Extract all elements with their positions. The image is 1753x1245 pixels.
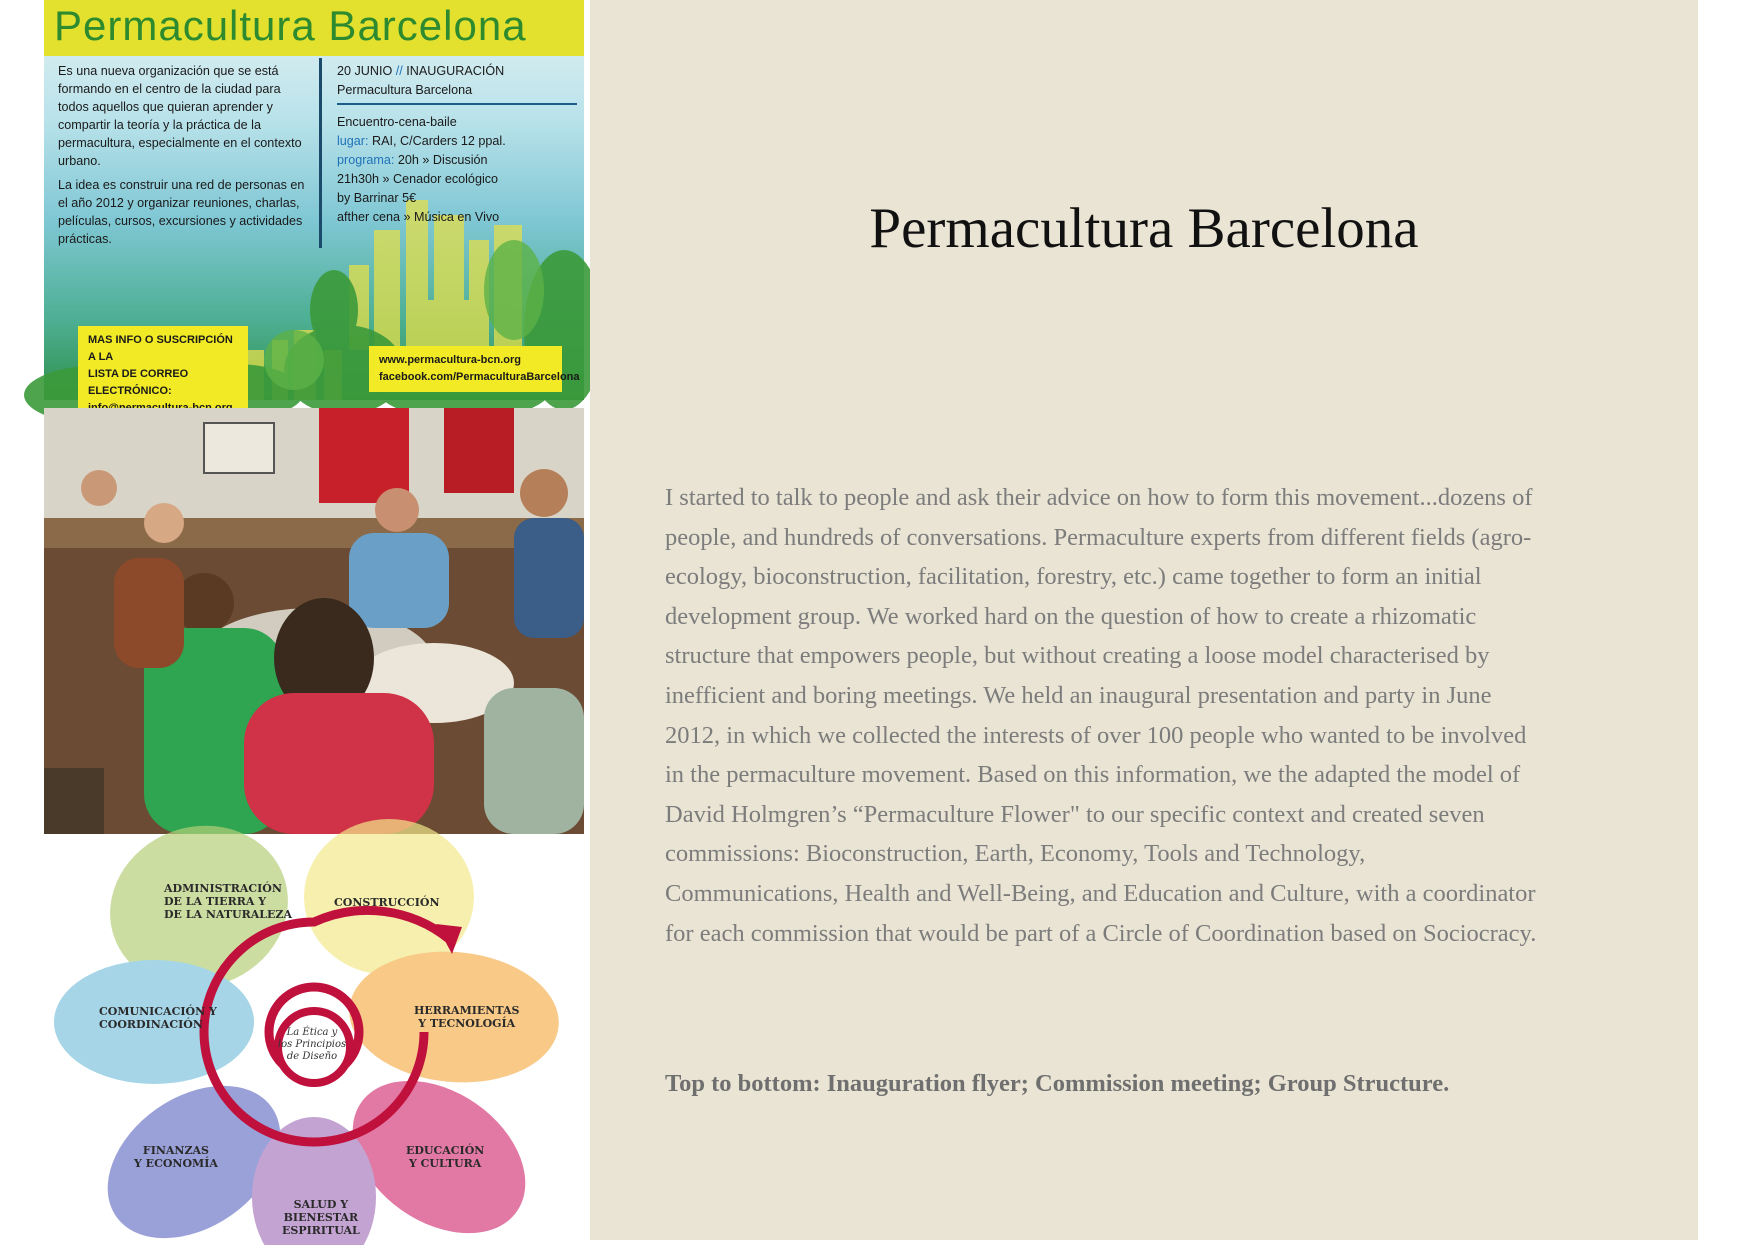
center-label-line: La Ética y xyxy=(286,1027,338,1038)
flyer-idea-text: La idea es construir una red de personas en el año 2012 y organizar reuniones, charlas, películas, cursos, excursiones y actividades prácticas. xyxy=(58,178,305,246)
flyer-program-item: 20h » Discusión xyxy=(397,153,488,167)
flyer-box-facebook: facebook.com/PermaculturaBarcelona xyxy=(379,371,580,383)
petal-label-communication xyxy=(99,1005,217,1031)
body-paragraph: I started to talk to people and ask their advice on how to form this movement...dozens of people, and hundreds of conversations. Permaculture experts from different fields (agro-ecology, bioconstruction, facilitation, forestry, etc.) came together to form an initial development group. We worked hard on the question of how to create a rhizomatic structure that empowers people, but without creating a loose model characterised by inefficient and boring meetings. We held an inaugural presentation and party in June 2012, in which we collected the interests of over 100 people who wanted to be involved in the permaculture movement. Based on this information, we the adapted the model of David Holmgren’s “Permaculture Flower" to our specific context and created seven commissions: Bioconstruction, Earth, Economy, Tools and Technology, Communications, Health and Well-Being, and Education and Culture, with a coordinator for each commission that would be part of a Circle of Coordination based on Sociocracy. xyxy=(665,484,1537,947)
meeting-photo-illustration xyxy=(44,408,584,834)
flyer-box-line: MAS INFO O SUSCRIPCIÓN A LA xyxy=(88,334,233,363)
flyer-program-label: programa: xyxy=(337,153,395,167)
petal-label-line: DE LA TIERRA Y xyxy=(164,895,267,908)
petal-label-line: SALUD Y xyxy=(293,1198,349,1211)
petal-label-finance xyxy=(134,1144,218,1170)
flyer-program-item: 21h30h » Cenador ecológico xyxy=(337,172,499,186)
flyer-event-details xyxy=(337,62,577,227)
center-label-line: de Diseño xyxy=(286,1051,338,1062)
petal-label-line: ADMINISTRACIÓN xyxy=(164,882,282,895)
commission-meeting-photo xyxy=(44,408,584,834)
flyer-event-type: Encuentro-cena-baile xyxy=(337,115,457,129)
petal-label-line: HERRAMIENTAS xyxy=(414,1004,520,1017)
center-label-line: los Principios xyxy=(277,1039,347,1050)
flyer-event-separator: // xyxy=(395,64,403,78)
flyer-column-divider xyxy=(319,58,322,248)
page-margin xyxy=(1698,0,1753,1240)
page-title: Permacultura Barcelona xyxy=(869,197,1419,260)
petal-label-line: Y CULTURA xyxy=(409,1157,482,1170)
petal-label-line: COORDINACIÓN xyxy=(99,1018,203,1031)
petal-label-line: Y TECNOLOGÍA xyxy=(418,1017,516,1030)
petal-label-education xyxy=(406,1144,484,1170)
petal-label-line: DE LA NATURALEZA xyxy=(164,908,292,921)
inauguration-flyer xyxy=(44,0,584,400)
petal-label-health xyxy=(282,1198,360,1237)
flyer-intro-text: Es una nueva organización que se está formando en el centro de la ciudad para todos aquellos que quieran aprender y compartir la teoría y la práctica de la permacultura, especialmente en el contexto urbano. xyxy=(58,64,302,168)
petal-label-land xyxy=(164,882,292,921)
petal-label-line: EDUCACIÓN xyxy=(406,1144,485,1157)
image-caption: Top to bottom: Inauguration flyer; Commission meeting; Group Structure. xyxy=(665,1070,1450,1097)
flyer-title: Permacultura Barcelona xyxy=(54,2,527,49)
group-structure-diagram xyxy=(44,842,584,1240)
flyer-place-label: lugar: xyxy=(337,134,369,148)
flyer-event-date: 20 JUNIO xyxy=(337,64,393,78)
flyer-box-line: LISTA DE CORREO ELECTRÓNICO: xyxy=(88,368,189,397)
flyer-place-value: RAI, C/Carders 12 ppal. xyxy=(372,134,506,148)
flyer-event-name: INAUGURACIÓN xyxy=(406,64,505,78)
petal-label-tools xyxy=(414,1004,519,1030)
petal-label-line: Y ECONOMÍA xyxy=(134,1157,218,1170)
flyer-event-organizer: Permacultura Barcelona xyxy=(337,83,473,97)
petal-label-line: CONSTRUCCIÓN xyxy=(334,896,440,909)
flyer-program-item: by Barrinar 5€ xyxy=(337,191,417,205)
flyer-program-item: afther cena » Música en Vivo xyxy=(337,210,500,224)
flyer-description xyxy=(58,62,313,254)
flyer-links-box xyxy=(369,346,580,392)
petal-label-line: ESPIRITUAL xyxy=(282,1224,360,1237)
petal-label-line: FINANZAS xyxy=(142,1144,209,1157)
petal-label-construction xyxy=(334,896,440,909)
flyer-event-header xyxy=(337,62,577,105)
flyer-box-website: www.permacultura-bcn.org xyxy=(379,354,522,366)
flower-center-label xyxy=(272,1027,352,1063)
petal-label-line: COMUNICACIÓN Y xyxy=(99,1005,217,1018)
petal-label-line: BIENESTAR xyxy=(283,1211,359,1224)
image-column xyxy=(0,0,590,1240)
